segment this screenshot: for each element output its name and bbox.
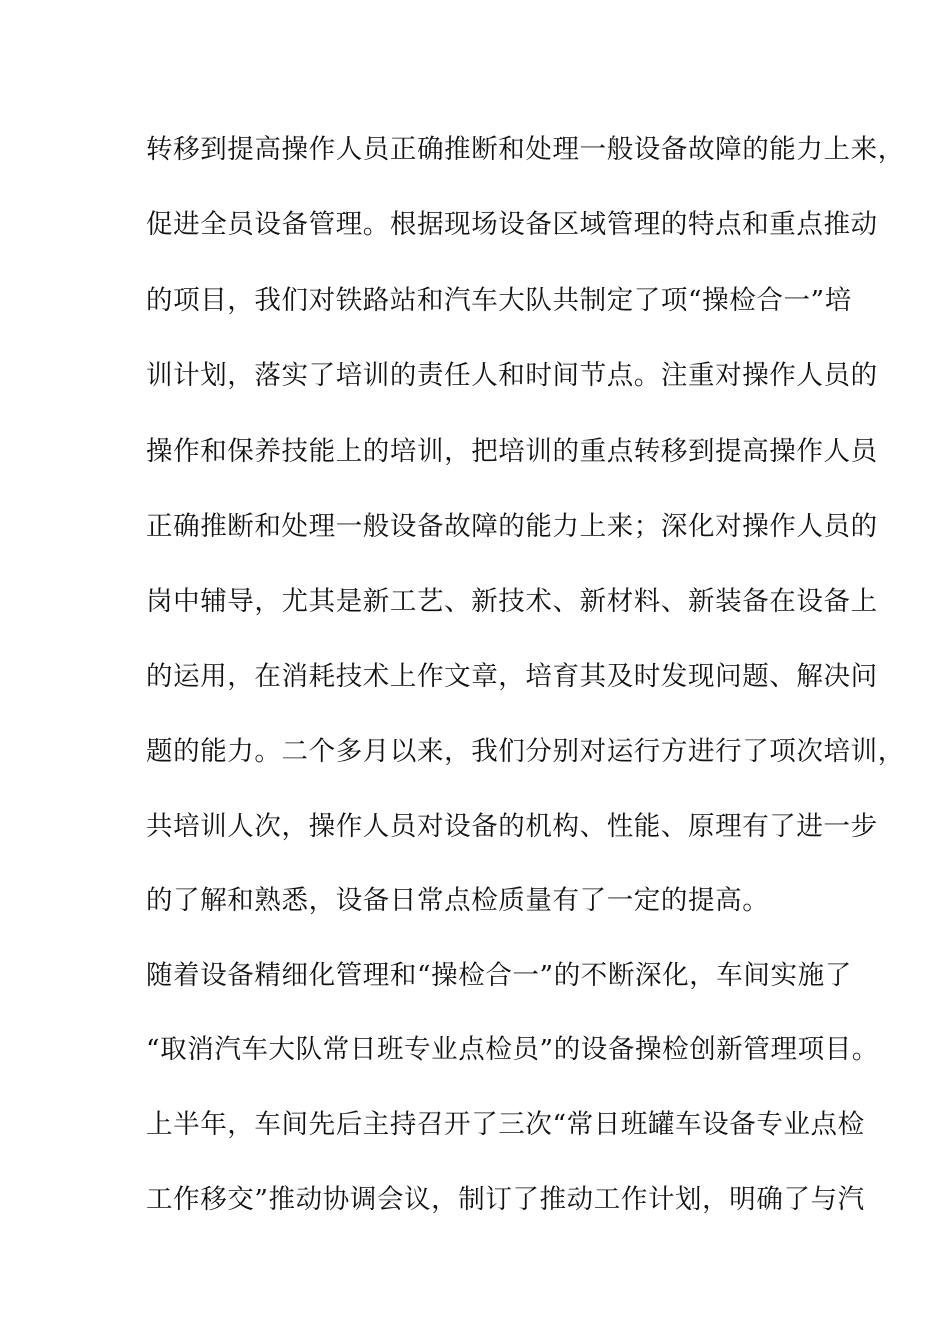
text-line: 的项目，我们对铁路站和汽车大队共制定了项“操检合一”培 <box>146 285 852 316</box>
text-line: 工作移交”推动协调会议，制订了推动工作计划，明确了与汽 <box>146 1184 865 1215</box>
text-line: 促进全员设备管理。根据现场设备区域管理的特点和重点推动 <box>146 209 878 240</box>
text-line: 随着设备精细化管理和“操检合一”的不断深化，车间实施了 <box>146 960 852 991</box>
text-line: 共培训人次，操作人员对设备的机构、性能、原理有了进一步 <box>146 811 878 842</box>
text-line: 的运用，在消耗技术上作文章，培育其及时发现问题、解决问 <box>146 661 878 692</box>
text-line: 训计划，落实了培训的责任人和时间节点。注重对操作人员的 <box>146 360 878 391</box>
text-line: 上半年，车间先后主持召开了三次“常日班罐车设备专业点检 <box>146 1109 865 1140</box>
text-line: 转移到提高操作人员正确推断和处理一般设备故障的能力上来， <box>146 134 905 165</box>
text-line: 题的能力。二个多月以来，我们分别对运行方进行了项次培训， <box>146 736 905 767</box>
text-line: 岗中辅导，尤其是新工艺、新技术、新材料、新装备在设备上 <box>146 586 878 617</box>
text-line: 正确推断和处理一般设备故障的能力上来；深化对操作人员的 <box>146 511 878 542</box>
text-line: 的了解和熟悉，设备日常点检质量有了一定的提高。 <box>146 885 770 916</box>
text-line: “取消汽车大队常日班专业点检员”的设备操检创新管理项目。 <box>146 1034 879 1065</box>
text-line: 操作和保养技能上的培训，把培训的重点转移到提高操作人员 <box>146 436 878 467</box>
